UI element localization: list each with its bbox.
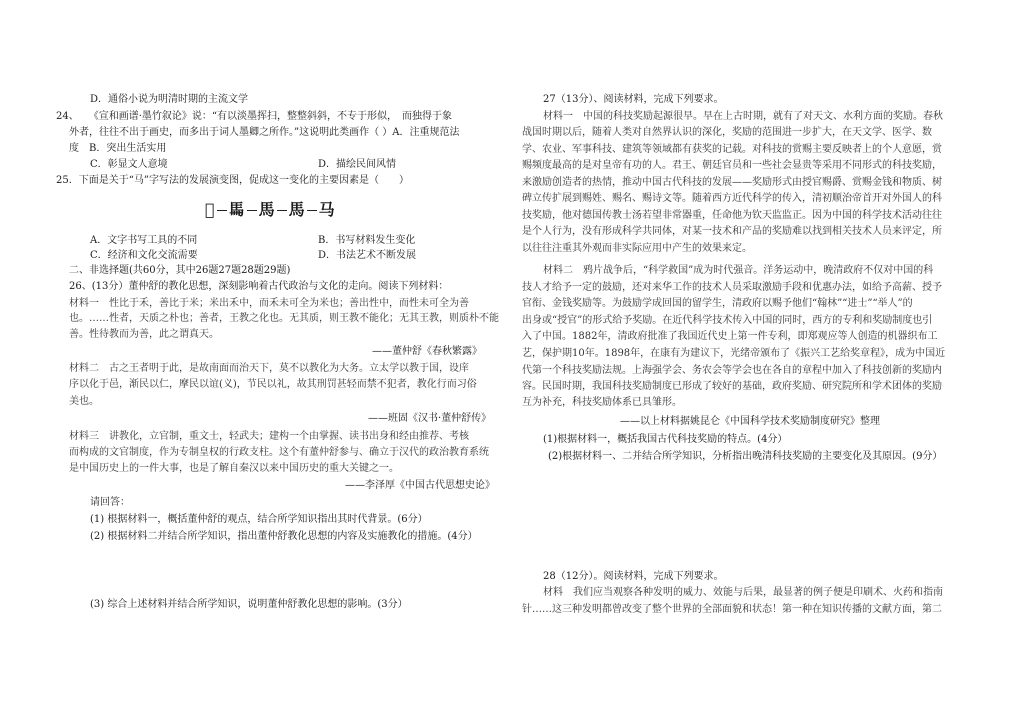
- q26-material1-line2: 也。……性者，天质之朴也；善者，王教之化也。无其质，则王教不能化；无其王教，则质朴不能: [69, 313, 499, 324]
- q27-material1-line8: 是个人行为，没有形成科学共同体，对某一技术和产品的奖励难以找到相关技术人员来评定，所: [522, 226, 942, 237]
- horse-glyph-simplified: 马: [318, 200, 335, 219]
- q27-material2-line4: 出身或“授官”的形式给予奖励。在近代科学技术传入中国的同时，西方的专利和奖励制度也引: [522, 315, 933, 326]
- q25-stem: 25．下面是关于“马”字写法的发展演变图，促成这一变化的主要因素是（ ）: [56, 175, 409, 186]
- q27-material1-line6: 碑立传扩展到赐姓、赐名、赐诗文等。随着西方近代科学的传入，清初顺治帝首开对外国人的科: [522, 193, 942, 204]
- horse-glyph-clerical: 馬: [258, 200, 275, 219]
- horse-character-evolution-figure: [205, 198, 385, 222]
- q26-stem: 26、(13分）董仲舒的教化思想，深刻影响着古代政治与文化的走向。阅读下列材料：: [69, 281, 449, 292]
- q27-material1-line9: 以往往注重其外观而非实际应用中产生的效果来定。: [522, 243, 752, 254]
- q27-material1-line5: 来激励创造者的热情，推动中国古代科技的发展——奖励形式由授官赐爵、赏赐金钱和物质、树: [522, 177, 942, 188]
- q27-material1-line1: 材料一 中国的科技奖励起源很早。早在上古时期，就有了对天文、水利方面的奖励。春秋: [543, 111, 943, 122]
- q24-stem-line2: 外者，往往不出于画史，而多出于词人墨卿之所作。”这说明此类画作（ ）A．注重规范法: [69, 127, 460, 138]
- q27-material2-line3: 官衔、金钱奖励等。为鼓励学成回国的留学生，清政府以赐予他们“翰林”“进士”“举人”的: [522, 298, 913, 309]
- q26-sub2: (2) 根据材料二并结合所学知识，指出董仲舒教化思想的内容及实施教化的措施。(4分）: [90, 531, 478, 542]
- q23-option-d: D．通俗小说为明清时期的主流文学: [90, 94, 249, 105]
- q26-material3-line2: 而构成的文官制度，作为专制皇权的行政支柱。这个有董仲舒参与、确立于汉代的政治教育系统: [69, 447, 489, 458]
- q27-sub2: (2)根据材料一、二并结合所学知识，分析指出晚清科技奖励的主要变化及其原因。(9分）: [548, 451, 943, 462]
- q27-stem: 27（13分）、阅读材料，完成下列要求。: [543, 94, 724, 105]
- q27-material-source: ——以上材料据姚昆仑《中国科学技术奖励制度研究》整理: [620, 416, 880, 427]
- q26-material2-line1: 材料二 古之王者明于此，是故南面而治天下，莫不以教化为大务。立太学以教于国，设庠: [69, 363, 469, 374]
- q25-option-a: A．文字书写工具的不同: [90, 235, 198, 246]
- section-heading-non-choice: 二、非选择题(共60分，其中26题27题28题29题): [69, 265, 291, 276]
- q25-option-d: D．书法艺术不断发展: [318, 250, 417, 261]
- q27-material2-line7: 代第一个科技奖励法规。上海强学会、务农会等学会也在各自的章程中加入了科技创新的奖励内: [522, 365, 942, 376]
- q27-sub1: (1)根据材料一，概括我国古代科技奖励的特点。(4分）: [543, 434, 788, 445]
- q26-material1-line3: 善。性待教而为善，此之谓真天。: [69, 329, 219, 340]
- q26-material2-line2: 序以化于邑，渐民以仁，摩民以谊(义)，节民以礼，故其刑罚甚轻而禁不犯者，教化行而习俗: [69, 379, 477, 390]
- horse-glyph-oracle: 𢍊: [205, 200, 215, 219]
- q26-material3-line1: 材料三 讲教化，立官制，重文士，轻武夫；建构一个由掌握、读书出身和经由推荐、考核: [69, 431, 469, 442]
- q26-material3-source: ——李泽厚《中国古代思想史论》: [345, 480, 495, 491]
- q27-material2-line1: 材料二 鸦片战争后，“科学救国”成为时代强音。洋务运动中，晚清政府不仅对中国的科: [543, 265, 934, 276]
- q25-option-c: C．经济和文化交流需要: [90, 250, 198, 261]
- q26-sub3: (3) 综合上述材料并结合所学知识，说明董仲舒教化思想的影响。(3分）: [90, 599, 408, 610]
- q28-stem: 28（12分）。阅读材料，完成下列要求。: [543, 571, 724, 582]
- q28-material-line2: 针……这三种发明都曾改变了整个世界的全部面貌和状态！第一种在知识传播的文献方面，第二: [522, 604, 942, 615]
- q27-material2-line8: 容。民国时期，我国科技奖励制度已形成了较好的基础，政府奖励、研究院所和学术团体的奖励: [522, 381, 942, 392]
- q27-material1-line7: 技奖励，他对德国传教士汤若望非常器重，任命他为钦天监监正。因为中国的科学技术活动往往: [522, 210, 942, 221]
- q26-material1-source: ——董仲舒《春秋繁露》: [372, 346, 482, 357]
- q26-material3-line3: 是中国历史上的一件大事，也是了解自秦汉以来中国历史的重大关键之一。: [69, 463, 399, 474]
- q25-option-b: B．书写材料发生变化: [318, 235, 416, 246]
- q27-material1-line2: 战国时期以后，随着人类对自然界认识的深化，奖励的范围进一步扩大，在天文学、医学、数: [522, 127, 932, 138]
- q24-option-d: D．描绘民间风情: [318, 159, 397, 170]
- q24-option-c: C．彰显文人意境: [90, 159, 168, 170]
- q27-material2-line9: 互为补充，科技奖励体系已具雏形。: [522, 397, 682, 408]
- q27-material1-line4: 赐频度最高的是对皇帝有功的人。君王、朝廷官员和一些社会显贵等采用不同形式的科技奖励，: [522, 160, 942, 171]
- q24-options-ab: 度 B．突出生活实用: [69, 143, 167, 154]
- q26-material2-line3: 美也。: [69, 396, 99, 407]
- q26-material1-line1: 材料一 性比于禾，善比于米；米出禾中，而禾未可全为米也；善出性中，而性未可全为善: [69, 298, 469, 309]
- horse-glyph-seal: 𩡧: [228, 200, 245, 219]
- q27-material2-line5: 入了中国。1882年，清政府批准了我国近代史上第一件专利，即郑观应等人创造的机器织布工: [522, 331, 938, 342]
- q24-stem-line1: 24、 《宣和画谱·墨竹叙论》说：“有以淡墨挥扫，整整斜斜，不专于形似， 而独得于象: [56, 111, 453, 122]
- horse-glyph-regular: 馬: [288, 200, 305, 219]
- q26-material2-source: ——班固《汉书·董仲舒传》: [368, 413, 492, 424]
- q26-please-answer: 请回答：: [90, 497, 130, 508]
- q26-sub1: (1) 根据材料一，概括董仲舒的观点，结合所学知识指出其时代背景。(6分）: [90, 514, 428, 525]
- q28-material-line1: 材料 我们应当观察各种发明的威力、效能与后果，最显著的例子便是印刷术、火药和指南: [543, 587, 943, 598]
- q27-material2-line2: 技人才给予一定的鼓励，还对来华工作的技术人员采取激励手段和优惠办法，如给予高薪、授予: [522, 282, 942, 293]
- q27-material1-line3: 学、农业、军事科技、建筑等领域都有获奖的记载。对科技的赏赐主要反映者上的个人意愿，赏: [522, 144, 942, 155]
- q27-material2-line6: 艺，保护期10年。1898年，在康有为建议下，光绪帝颁布了《振兴工艺给奖章程》，成为中国近: [522, 348, 946, 359]
